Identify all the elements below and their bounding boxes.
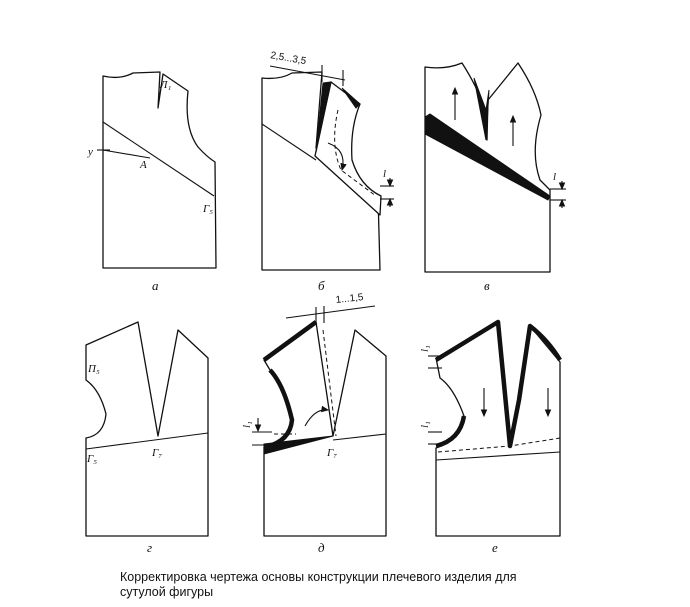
panel-a-bodice-outline <box>103 72 216 268</box>
panel-d-label-g7: Г₇ <box>327 447 338 459</box>
panel-g-bodice-outline <box>86 322 208 536</box>
panel-b-label-l: l <box>383 168 387 180</box>
panel-b-caption: б <box>318 278 325 293</box>
panel-v <box>425 63 566 293</box>
figure-caption-line-2: сутулой фигуры <box>120 585 214 599</box>
panel-g-label-p5: П₅ <box>88 363 100 375</box>
panel-b-dim-text: 2,5...3,5 <box>269 50 307 68</box>
panel-a-label-y: у <box>88 146 93 158</box>
panel-d <box>241 292 386 555</box>
panel-d-label-l1: l₁ <box>241 421 253 428</box>
panel-e-label-l1-bottom: l₁ <box>419 421 431 428</box>
panel-v-caption: в <box>484 278 490 293</box>
panel-a <box>87 72 216 293</box>
panel-g-label-g7: Г₇ <box>152 447 163 459</box>
panel-a-caption: а <box>152 278 159 293</box>
panel-a-label-a: А <box>140 159 147 171</box>
panel-b <box>262 50 394 293</box>
panel-e-caption: е <box>492 540 498 555</box>
panel-e-label-l1-top: l₁ <box>419 345 431 352</box>
panel-d-caption: д <box>318 540 325 555</box>
figure-caption <box>120 570 590 600</box>
panel-d-bodice-outline <box>264 322 386 536</box>
panel-d-dim-text: 1...1,5 <box>335 292 364 306</box>
panel-d-dim-line <box>286 306 375 318</box>
panel-g-caption: г <box>147 540 153 555</box>
figure-caption-line-1: Корректировка чертежа основы конструкции плечевого изделия для <box>120 570 517 584</box>
panel-a-label-g5: Г₅ <box>203 203 214 215</box>
panel-a-label-l1: Л₁ <box>160 79 172 91</box>
panel-g-label-g5: Г₅ <box>87 453 98 465</box>
panel-e-bodice-outline <box>436 322 560 536</box>
panel-g <box>86 322 208 555</box>
panel-e <box>419 322 560 555</box>
panel-v-label-l: l <box>553 171 557 183</box>
